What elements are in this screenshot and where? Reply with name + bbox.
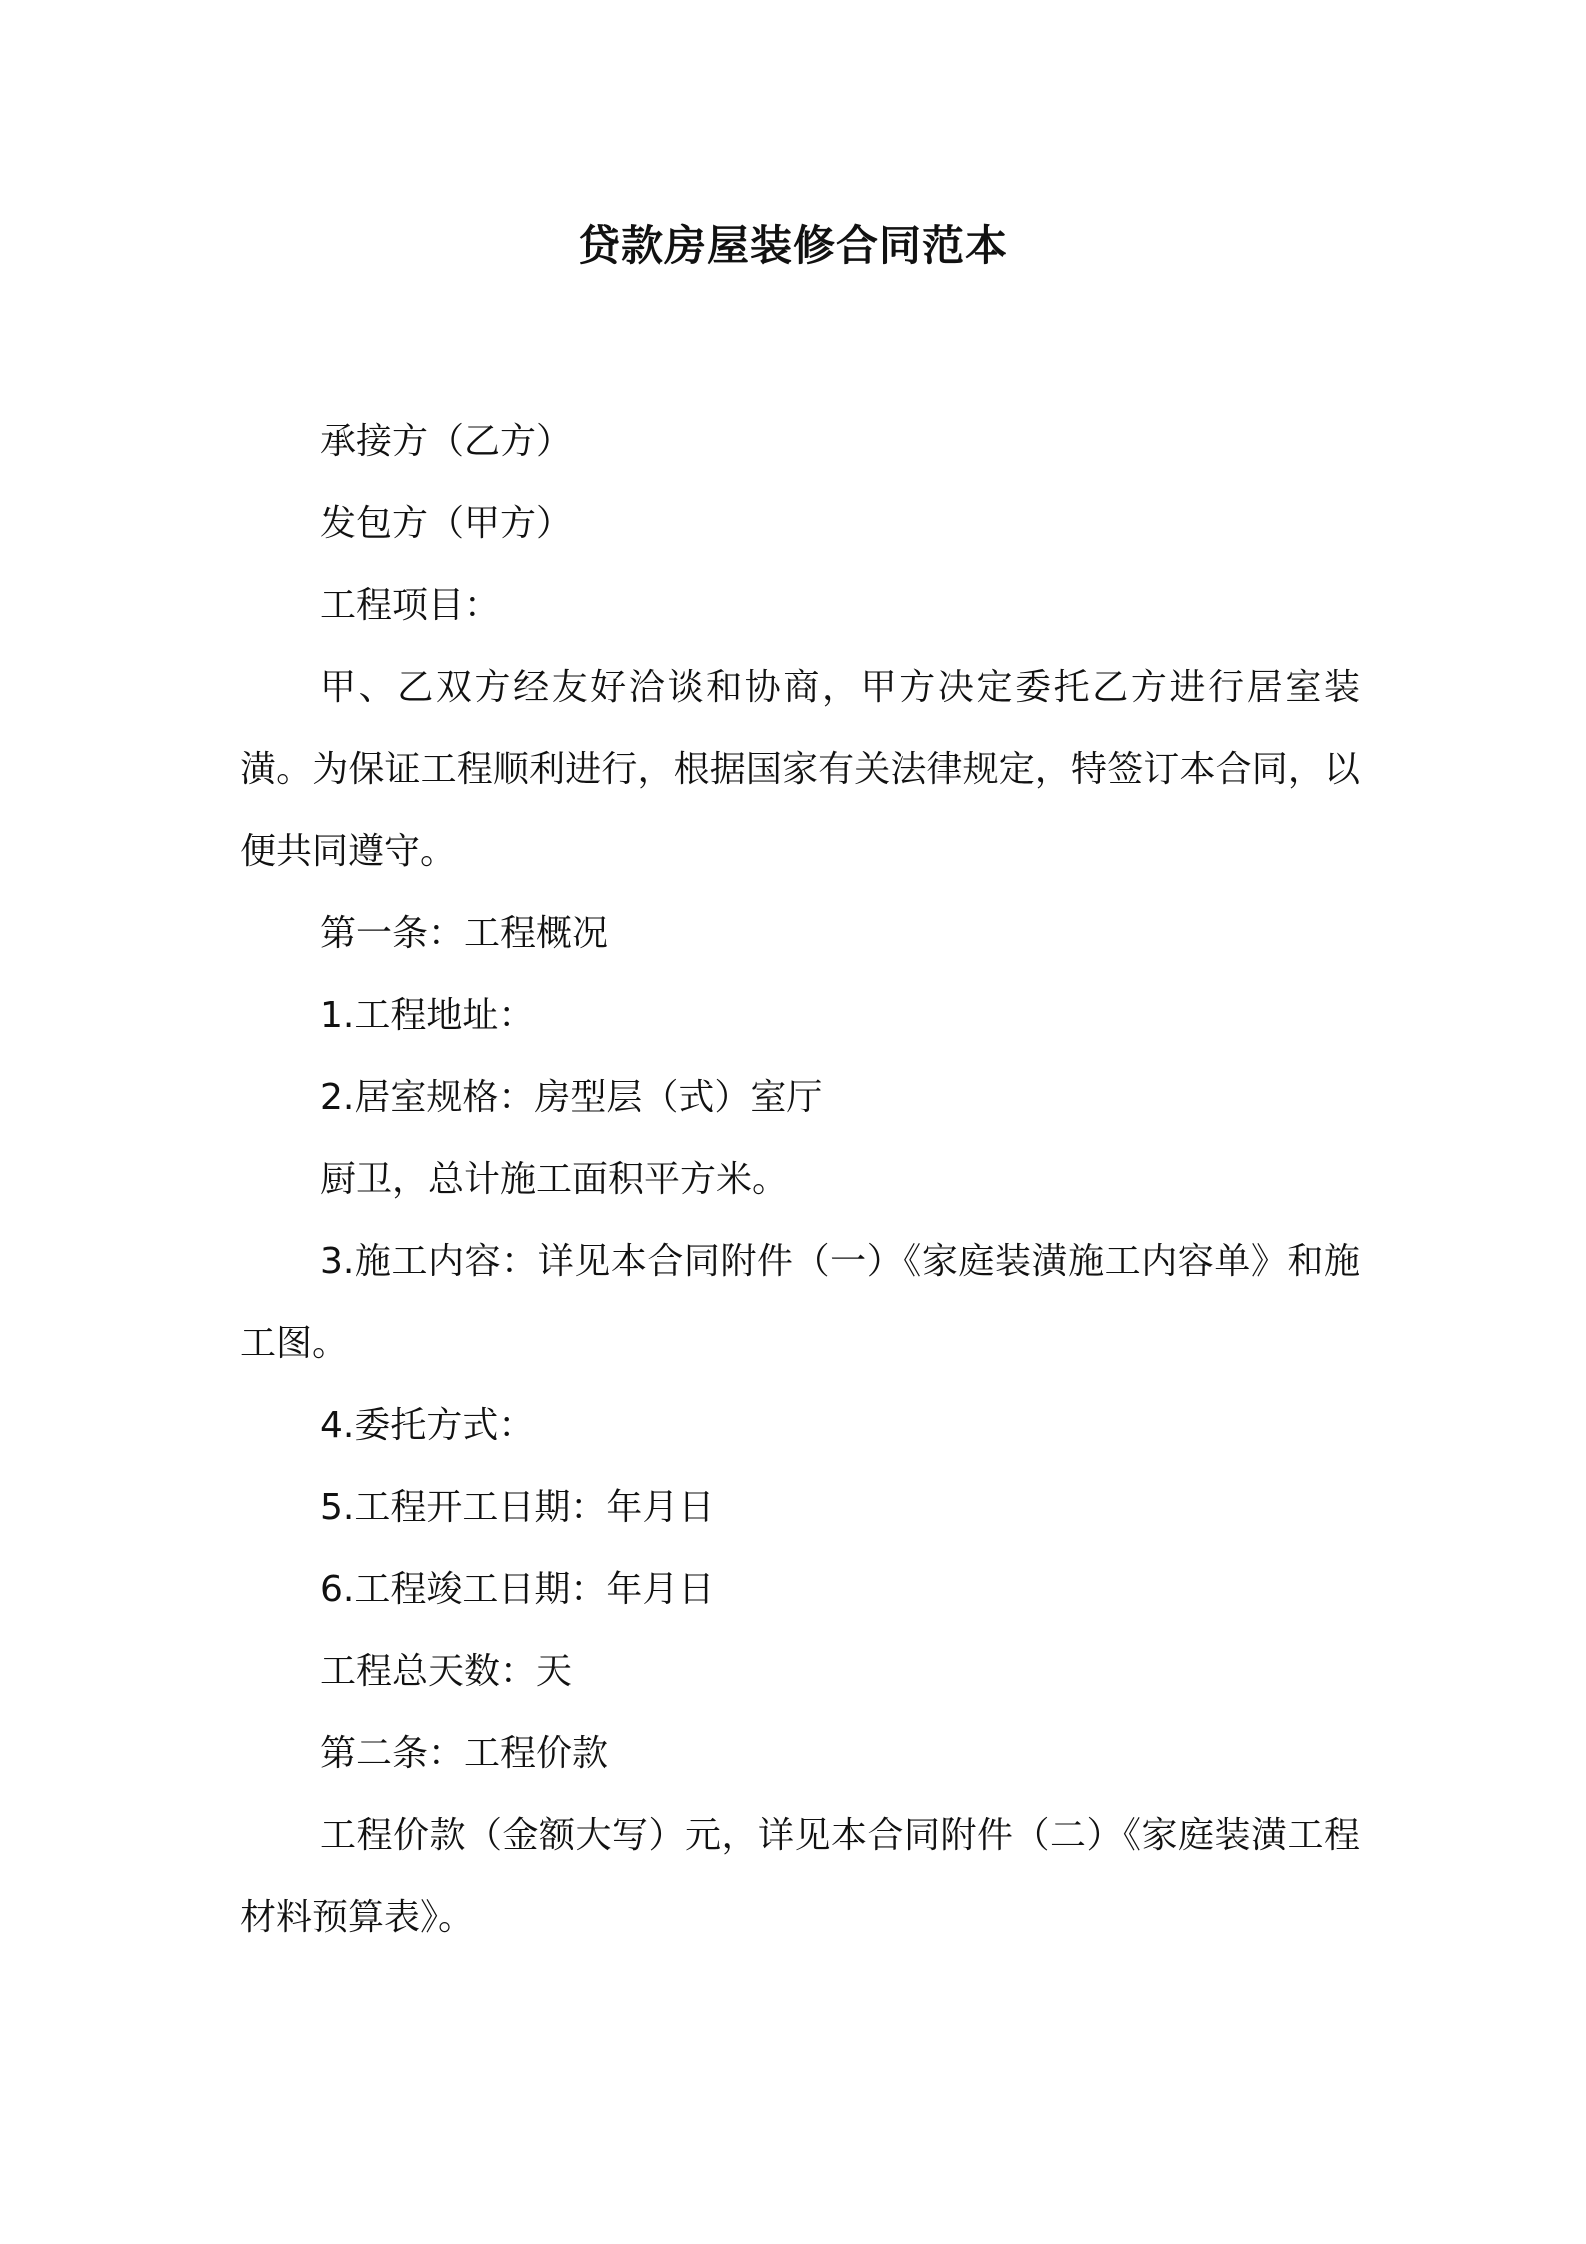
paragraph-preamble: 甲、乙双方经友好洽谈和协商，甲方决定委托乙方进行居室装潢。为保证工程顺利进行，根据国家有关法律规定，特签订本合同，以便共同遵守。 — [240, 667, 1360, 872]
paragraph-end-date: 6.工程竣工日期：年月日 — [320, 1569, 715, 1610]
paragraph-address: 1.工程地址： — [320, 995, 535, 1036]
paragraph-construction-content: 3.施工内容：详见本合同附件（一）《家庭装潢施工内容单》和施工图。 — [240, 1241, 1360, 1364]
paragraph-area: 厨卫，总计施工面积平方米。 — [320, 1159, 789, 1200]
paragraph-start-date: 5.工程开工日期：年月日 — [320, 1487, 715, 1528]
document-title: 贷款房屋装修合同范本 — [577, 221, 1008, 270]
paragraph-price: 工程价款（金额大写）元，详见本合同附件（二）《家庭装潢工程材料预算表》。 — [240, 1815, 1360, 1938]
paragraph-contractor: 承接方（乙方） — [320, 421, 573, 462]
article-1-heading: 第一条：工程概况 — [320, 913, 609, 954]
paragraph-client: 发包方（甲方） — [320, 503, 573, 544]
paragraph-room-spec: 2.居室规格：房型层（式）室厅 — [320, 1077, 823, 1118]
paragraph-entrust-mode: 4.委托方式： — [320, 1405, 535, 1446]
paragraph-total-days: 工程总天数：天 — [320, 1651, 573, 1692]
document-body — [240, 401, 1360, 1959]
paragraph-project: 工程项目： — [320, 585, 501, 626]
article-2-heading: 第二条：工程价款 — [320, 1733, 609, 1774]
